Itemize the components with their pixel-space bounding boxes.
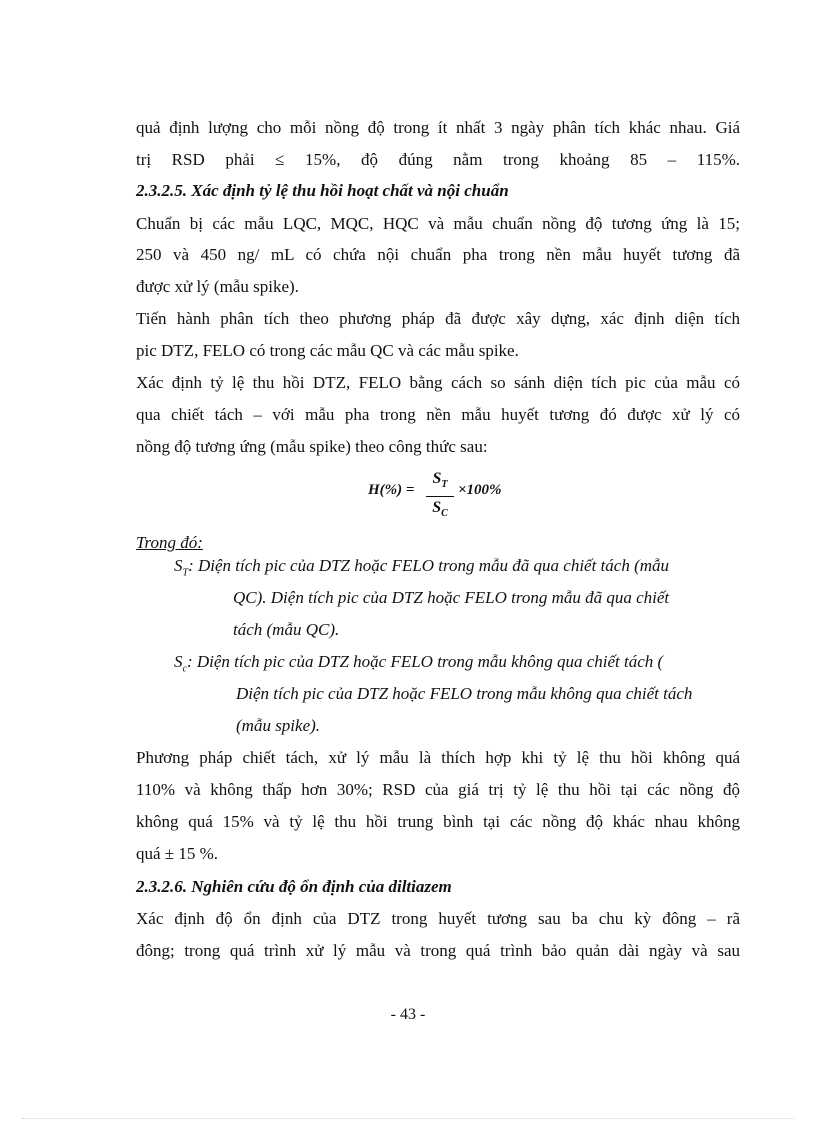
definition-st-line: QC). Diện tích pic của DTZ hoặc FELO trong mẫu đã qua chiết xyxy=(233,588,670,607)
sc-symbol: S xyxy=(174,652,183,671)
body-line: Tiến hành phân tích theo phương pháp đã được xây dựng, xác định diện tích xyxy=(136,309,740,328)
body-line: trị RSD phải ≤ 15%, độ đúng nằm trong khoảng 85 – 115%. xyxy=(136,150,740,169)
body-line: quả định lượng cho mỗi nồng độ trong ít nhất 3 ngày phân tích khác nhau. Giá xyxy=(136,118,740,137)
formula-fraction xyxy=(426,468,454,525)
body-line: Chuẩn bị các mẫu LQC, MQC, HQC và mẫu chuẩn nồng độ tương ứng là 15; xyxy=(136,214,740,233)
body-line: 250 và 450 ng/ mL có chứa nội chuẩn pha trong nền mẫu huyết tương đã xyxy=(136,245,740,264)
definition-st-line: tách (mẫu QC). xyxy=(233,620,340,639)
recovery-formula xyxy=(368,468,548,518)
body-line: đông; trong quá trình xử lý mẫu và trong quá trình bảo quản dài ngày và sau xyxy=(136,941,740,960)
page-number: - 43 - xyxy=(390,1006,426,1023)
definition-sc-line: Diện tích pic của DTZ hoặc FELO trong mẫu không qua chiết tách xyxy=(236,684,693,703)
definition-st: $S_T$: Diện tích pic của DTZ hoặc FELO trong mẫu đã qua chiết tách (mẫu xyxy=(174,556,670,579)
body-line: Phương pháp chiết tách, xử lý mẫu là thích hợp khi tỷ lệ thu hồi không quá xyxy=(136,748,740,767)
body-line: không quá 15% và tỷ lệ thu hồi trung bình tại các nồng độ khác nhau không xyxy=(136,812,740,831)
body-line: pic DTZ, FELO có trong các mẫu QC và các mẫu spike. xyxy=(136,341,519,360)
body-line: được xử lý (mẫu spike). xyxy=(136,277,299,296)
formula-denominator: $S_C$ xyxy=(432,499,448,520)
formula-numerator: $S_T$ xyxy=(432,470,448,491)
formula-rhs: ×100% xyxy=(458,482,502,498)
definition-sc-line: (mẫu spike). xyxy=(236,716,321,735)
body-line: Xác định tỷ lệ thu hồi DTZ, FELO bằng cách so sánh diện tích pic của mẫu có xyxy=(136,373,740,392)
body-line: 110% và không thấp hơn 30%; RSD của giá trị tỷ lệ thu hồi tại các nồng độ xyxy=(136,780,740,799)
page-border-dots xyxy=(22,1118,794,1119)
body-line: Xác định độ ổn định của DTZ trong huyết tương sau ba chu kỳ đông – rã xyxy=(136,909,740,928)
formula-lhs: H(%) = xyxy=(368,482,415,498)
section-heading-2-3-2-5: 2.3.2.5. Xác định tỷ lệ thu hồi hoạt chất và nội chuẩn xyxy=(136,181,509,200)
section-heading-2-3-2-6: 2.3.2.6. Nghiên cứu độ ổn định của diltiazem xyxy=(136,877,452,896)
body-line: nồng độ tương ứng (mẫu spike) theo công thức sau: xyxy=(136,437,488,456)
where-label: Trong đó: xyxy=(136,533,203,552)
body-line: quá ± 15 %. xyxy=(136,844,219,863)
st-symbol: S xyxy=(174,556,183,575)
body-line: qua chiết tách – với mẫu pha trong nền mẫu huyết tương đó được xử lý có xyxy=(136,405,740,424)
definition-sc: $S_c$: Diện tích pic của DTZ hoặc FELO trong mẫu không qua chiết tách ( xyxy=(174,652,664,675)
